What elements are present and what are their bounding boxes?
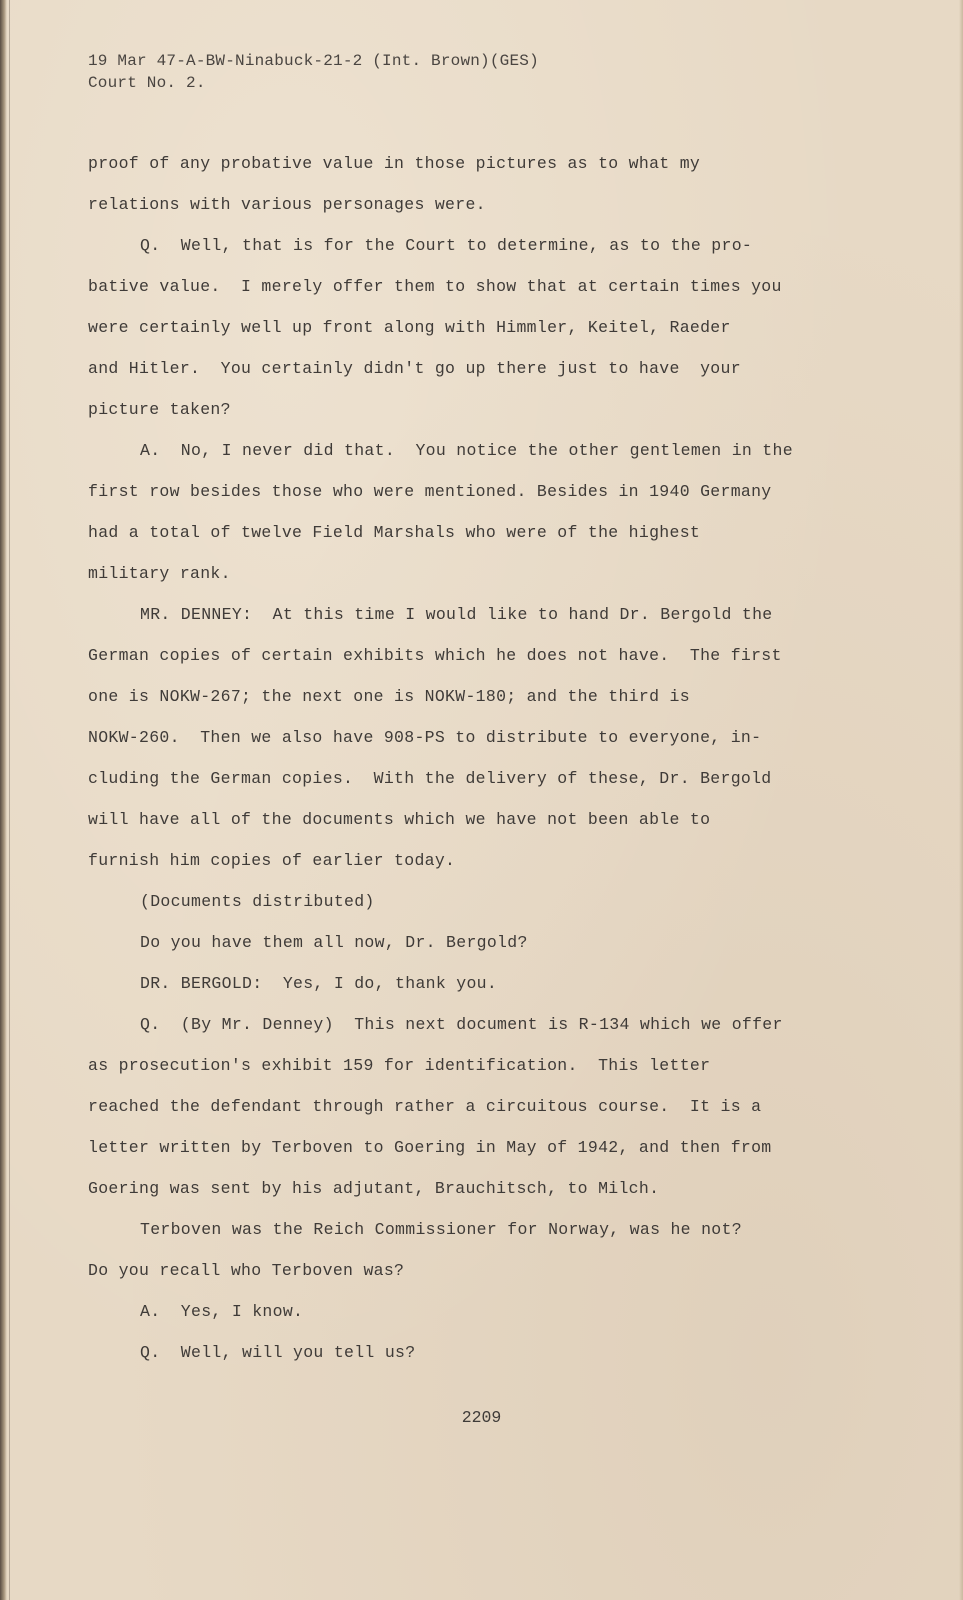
transcript-line: Goering was sent by his adjutant, Brauchitsch, to Milch. <box>88 1179 660 1198</box>
transcript-line: Do you recall who Terboven was? <box>88 1261 405 1280</box>
transcript-line: letter written by Terboven to Goering in May of 1942, and then from <box>88 1138 772 1157</box>
transcript-line: one is NOKW-267; the next one is NOKW-180; and the third is <box>88 687 690 706</box>
transcript-line: cluding the German copies. With the delivery of these, Dr. Bergold <box>88 769 772 788</box>
transcript-line: furnish him copies of earlier today. <box>88 851 456 870</box>
page-number: 2209 <box>461 1408 502 1427</box>
transcript-line: reached the defendant through rather a circuitous course. It is a <box>88 1097 762 1116</box>
transcript-line: Q. (By Mr. Denney) This next document is R-134 which we offer <box>140 1015 783 1034</box>
transcript-line: DR. BERGOLD: Yes, I do, thank you. <box>140 974 498 993</box>
transcript-line: military rank. <box>88 564 231 583</box>
transcript-line: Q. Well, that is for the Court to determine, as to the pro- <box>140 236 753 255</box>
transcript-line: and Hitler. You certainly didn't go up there just to have your <box>88 359 741 378</box>
transcript-line: bative value. I merely offer them to show that at certain times you <box>88 277 782 296</box>
transcript-line: MR. DENNEY: At this time I would like to hand Dr. Bergold the <box>140 605 773 624</box>
document-header <box>88 50 539 94</box>
header-line-2: Court No. 2. <box>88 74 206 92</box>
transcript-line: picture taken? <box>88 400 231 419</box>
transcript-line: Do you have them all now, Dr. Bergold? <box>140 933 528 952</box>
transcript-line: will have all of the documents which we have not been able to <box>88 810 711 829</box>
header-line-1: 19 Mar 47-A-BW-Ninabuck-21-2 (Int. Brown)(GES) <box>88 52 539 70</box>
transcript-line: relations with various personages were. <box>88 195 486 214</box>
transcript-line: Q. Well, will you tell us? <box>140 1343 416 1362</box>
transcript-line: Terboven was the Reich Commissioner for Norway, was he not? <box>140 1220 742 1239</box>
transcript-line: first row besides those who were mentioned. Besides in 1940 Germany <box>88 482 772 501</box>
page-right-edge <box>959 0 963 1600</box>
transcript-line: had a total of twelve Field Marshals who were of the highest <box>88 523 701 542</box>
page-left-edge <box>0 0 7 1600</box>
transcript-line: (Documents distributed) <box>140 892 375 911</box>
transcript-line: were certainly well up front along with Himmler, Keitel, Raeder <box>88 318 731 337</box>
transcript-line: A. No, I never did that. You notice the other gentlemen in the <box>140 441 793 460</box>
page-left-edge-line <box>9 0 10 1600</box>
transcript-line: as prosecution's exhibit 159 for identification. This letter <box>88 1056 711 1075</box>
transcript-line: German copies of certain exhibits which he does not have. The first <box>88 646 782 665</box>
transcript-line: proof of any probative value in those pictures as to what my <box>88 154 701 173</box>
transcript-line: A. Yes, I know. <box>140 1302 304 1321</box>
transcript-line: NOKW-260. Then we also have 908-PS to distribute to everyone, in- <box>88 728 762 747</box>
